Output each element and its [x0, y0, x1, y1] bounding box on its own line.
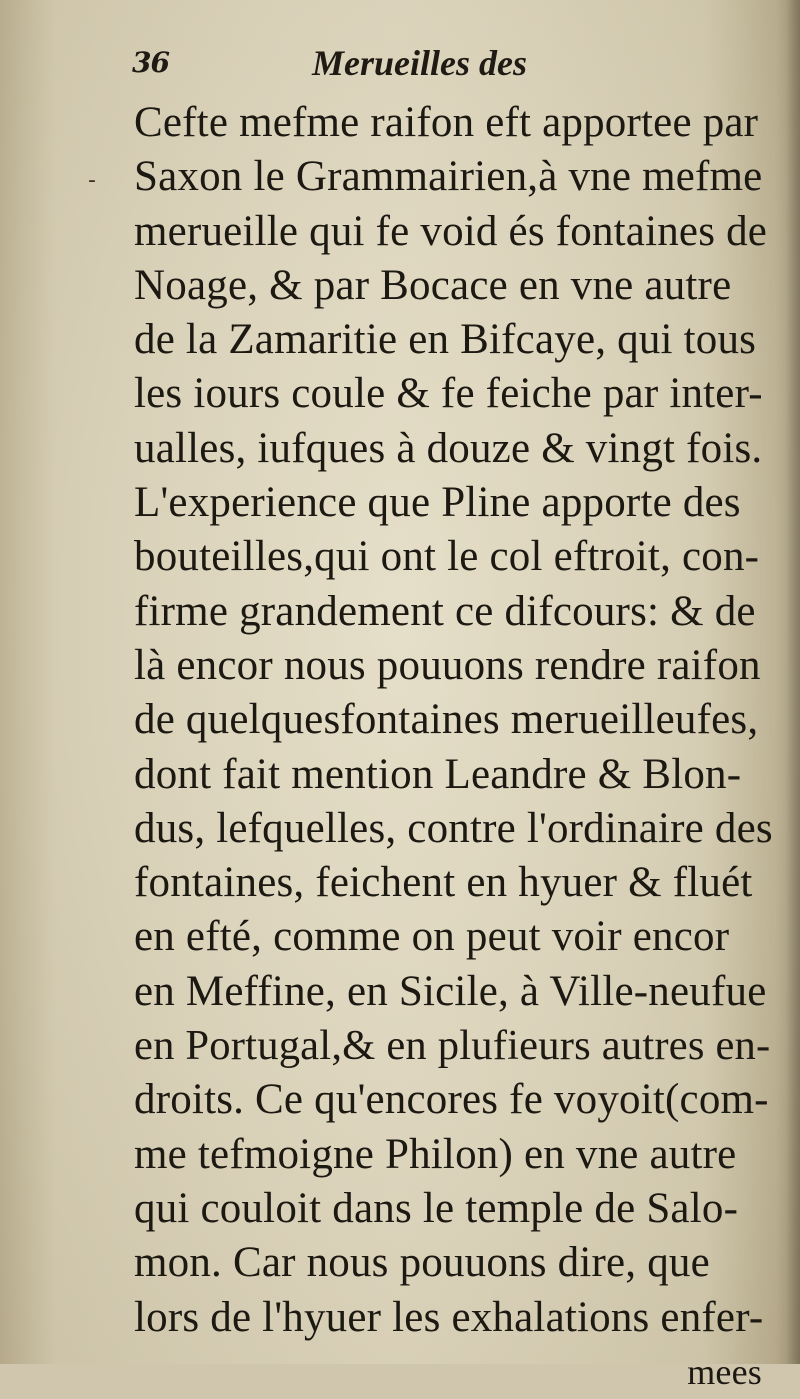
text-line: les iours coule & fe feiche par inter- [134, 370, 763, 418]
text-line: mon. Car nous pouuons dire, que [134, 1239, 710, 1287]
margin-mark: - [88, 168, 96, 193]
text-line: droits. Ce qu'encores fe voyoit(com- [134, 1076, 769, 1124]
text-line: de quelquesfontaines merueilleufes, [134, 696, 759, 744]
text-line: là encor nous pouuons rendre raifon [134, 641, 761, 689]
text-line: de la Zamaritie en Bifcaye, qui tous [134, 316, 757, 364]
page-number: 36 [132, 46, 169, 79]
text-line: en efté, comme on peut voir encor [134, 913, 730, 961]
text-line: Saxon le Grammairien,à vne mefme [134, 153, 763, 201]
text-line: firme grandement ce difcours: & de [134, 587, 756, 635]
text-line: dus, lefquelles, contre l'ordinaire des [134, 804, 773, 852]
text-line: lors de l'hyuer les exhalations enfer- [134, 1293, 764, 1341]
text-line: bouteilles,qui ont le col eftroit, con- [134, 533, 760, 581]
text-line: L'experience que Pline apporte des [134, 479, 741, 527]
text-line: me tefmoigne Philon) en vne autre [134, 1130, 737, 1178]
text-line: Cefte mefme raifon eft apportee par [134, 99, 759, 146]
text-line: qui couloit dans le temple de Salo- [134, 1184, 739, 1232]
catchword: mees [687, 1351, 762, 1392]
text-line: en Portugal,& en plufieurs autres en- [134, 1022, 771, 1070]
text-line: en Meffine, en Sicile, à Ville-neufue [134, 967, 767, 1015]
text-line: fontaines, feichent en hyuer & fluét [134, 859, 753, 907]
body-text [134, 96, 774, 1399]
text-line: Noage, & par Bocace en vne autre [134, 261, 732, 309]
text-line: ualles, iufques à douze & vingt fois. [134, 424, 763, 472]
text-line: merueille qui fe void és fontaines de [134, 207, 768, 255]
running-title: Merueilles des [312, 43, 527, 83]
running-head [130, 40, 750, 90]
text-line: dont fait mention Leandre & Blon- [134, 750, 742, 798]
